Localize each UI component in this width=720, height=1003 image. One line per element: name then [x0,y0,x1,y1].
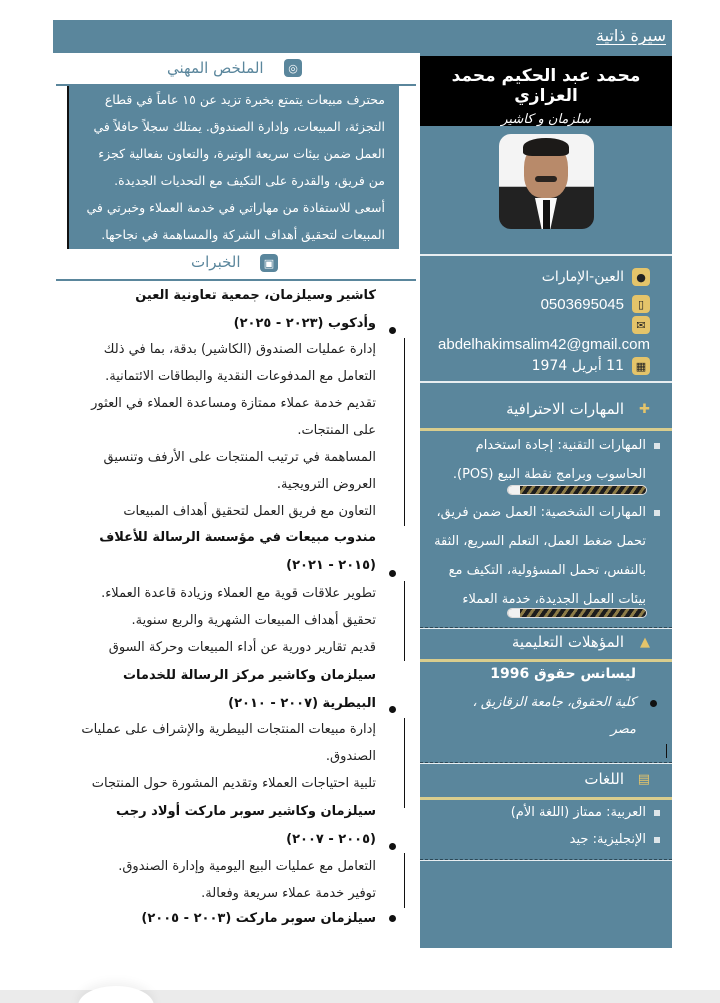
job-title: سيلزمان وكاشير مركز الرسالة للخدمات البيطرية (٢٠٠٧ - ٢٠١٠) [122,668,376,711]
sidebar: محمد عبد الحكيم محمد العزازي سلزمان و كاشير ● العين-الإمارات ▯ 0503695045 ✉ abdelhakimsalim42@gmail.com ▦ 11 أبريل 1974 المهارات الاحترافية ✚ المهارات التقنية: إجادة استخدام الحاسوب وبرامج نقطة البيع (POS). المهارات الشخصية: العمل ضمن فريق، تحمل ضغط العمل، التعلم السريع، الثقة بالنفس، تحمل المسؤولية، التكيف مع بيئات العمل الجديدة، خدمة العملاء المؤهلات التعليمية ▲ ليسانس حقوق 1996 كلية الحقوق، جامعة الزقازيق ، مصر اللغات ▤ العربية: ممتاز (اللغة الأم) الإنجليزية: جيد [420,53,672,948]
skill-technical: المهارات التقنية: إجادة استخدام الحاسوب وبرامج نقطة البيع (POS). [430,431,660,489]
language-book-icon: ▤ [637,772,650,787]
language-item: العربية: ممتاز (اللغة الأم) [511,805,660,820]
timeline-bar [404,581,405,661]
languages-divider [420,797,672,800]
section-divider [420,762,672,764]
contact-location: ● العين-الإمارات [542,268,650,286]
contact-email-icon-row [632,316,650,334]
job-bullet [389,706,396,713]
summary-text: محترف مبيعات يتمتع بخبرة تزيد عن ١٥ عاماً في قطاع التجزئة، المبيعات، وإدارة الصندوق. يمتلك سجلاً حافلاً في العمل ضمن بيئات سريعة الوتيرة، والتعاون بفعالية كجزء من فريق، والقدرة على التكيف مع التحديات الجديدة. أسعى للاستفادة من مهاراتي في خدمة العملاء وخبرتي في المبيعات لتحقيق أهداف الشركة والمساهمة في نجاحها. [67,86,399,249]
envelope-icon: ✉ [632,316,650,334]
main-content: ◎ الملخص المهني محترف مبيعات يتمتع بخبرة تزيد عن ١٥ عاماً في قطاع التجزئة، المبيعات، وإدارة الصندوق. يمتلك سجلاً حافلاً في العمل ضمن بيئات سريعة الوتيرة، والتعاون بفعالية كجزء من فريق، والقدرة على التكيف مع التحديات الجديدة. أسعى للاستفادة من مهاراتي في خدمة العملاء وخبرتي في المبيعات لتحقيق أهداف الشركة والمساهمة في نجاحها. ▣ الخبرات كاشير وسيلزمان، جمعية تعاونية العين وأدكوب (٢٠٢٣ - ٢٠٢٥) إدارة عمليات الصندوق (الكاشير) بدقة، بما في ذلك التعامل مع المدفوعات النقدية والبطاقات الائتمانية. تقديم خدمة عملاء ممتازة ومساعدة العملاء في العثور على المنتجات. المساهمة في ترتيب المنتجات على الأرفف وتنسيق العروض الترويجية. التعاون مع فريق العمل لتحقيق أهداف المبيعات مندوب مبيعات في مؤسسة الرسالة للأعلاف (٢٠١٥ - ٢٠٢١) تطوير علاقات قوية مع العملاء وزيادة قاعدة العملاء. تحقيق أهداف المبيعات الشهرية والربع سنوية. قديم تقارير دورية عن أداء المبيعات وحركة السوق سيلزمان وكاشير مركز الرسالة للخدمات البيطرية (٢٠٠٧ - ٢٠١٠) إدارة مبيعات المنتجات البيطرية والإشراف على عمليات الصندوق. تلبية احتياجات العملاء وتقديم المشورة حول المنتجات سيلزمان وكاشير سوبر ماركت أولاد رجب (٢٠٠٥ - ٢٠٠٧) التعامل مع عمليات البيع اليومية وإدارة الصندوق. توفير خدمة عملاء سريعة وفعالة. سيلزمان سوبر ماركت (٢٠٠٣ - ٢٠٠٥) [53,53,416,948]
job-title: سيلزمان سوبر ماركت (٢٠٠٣ - ٢٠٠٥) [141,911,376,926]
name-box [420,56,672,126]
profile-photo [499,134,594,229]
calendar-icon: ▦ [632,357,650,375]
section-divider [420,859,672,861]
experience-divider [56,279,416,281]
contact-phone: ▯ 0503695045 [541,295,650,313]
language-item: الإنجليزية: جيد [570,832,660,847]
resume-page [53,20,672,948]
job-duties: التعامل مع عمليات البيع اليومية وإدارة الصندوق. توفير خدمة عملاء سريعة وفعالة. [118,859,376,901]
contact-email[interactable]: abdelhakimsalim42@gmail.com [438,336,650,353]
briefcase-icon: ▣ [260,254,278,272]
job-title: كاشير وسيلزمان، جمعية تعاونية العين وأدكوب (٢٠٢٣ - ٢٠٢٥) [135,288,376,331]
page-title: سيرة ذاتية [596,26,666,45]
timeline-bar [404,718,405,808]
full-name: محمد عبد الحكيم محمد العزازي [451,66,641,106]
institution: كلية الحقوق، جامعة الزقازيق ، مصر [472,695,636,737]
bullet [650,700,657,707]
text-cursor [666,744,667,758]
timeline-bar [404,853,405,908]
job-title: مندوب مبيعات في مؤسسة الرسالة للأعلاف (٢٠١٥ - ٢٠٢١) [99,530,376,573]
section-divider [420,627,672,629]
timeline-bar [404,338,405,526]
job-bullet [389,570,396,577]
location-pin-icon: ● [632,268,650,286]
target-icon: ◎ [284,59,302,77]
job-role: سلزمان و كاشير [501,112,591,127]
skill-technical-bar [507,485,647,495]
job-bullet [389,327,396,334]
user-plus-icon: ✚ [639,402,650,417]
job-bullet [389,843,396,850]
mobile-phone-icon: ▯ [632,295,650,313]
contact-birthdate: ▦ 11 أبريل 1974 [532,357,650,375]
job-duties: تطوير علاقات قوية مع العملاء وزيادة قاعدة العملاء. تحقيق أهداف المبيعات الشهرية والربع سنوية. قديم تقارير دورية عن أداء المبيعات وحركة السوق [101,586,376,655]
job-bullet [389,915,396,922]
floating-action-button[interactable] [78,986,154,1003]
education-divider [420,659,672,662]
degree: ليسانس حقوق 1996 [490,666,636,682]
contact-section [420,258,672,383]
skill-personal: المهارات الشخصية: العمل ضمن فريق، تحمل ضغط العمل، التعلم السريع، الثقة بالنفس، تحمل المسؤولية، التكيف مع بيئات العمل الجديدة، خدمة العملاء [430,498,660,614]
job-duties: إدارة مبيعات المنتجات البيطرية والإشراف على عمليات الصندوق. تلبية احتياجات العملاء وتقديم المشورة حول المنتجات [81,722,376,791]
header-bar [53,20,672,53]
photo-section [420,126,672,256]
graduation-cap-icon: ▲ [640,635,650,650]
skill-personal-bar [507,608,647,618]
job-duties: إدارة عمليات الصندوق (الكاشير) بدقة، بما في ذلك التعامل مع المدفوعات النقدية والبطاقات الائتمانية. تقديم خدمة عملاء ممتازة ومساعدة العملاء في العثور على المنتجات. المساهمة في ترتيب المنتجات على الأرفف وتنسيق العروض الترويجية. التعاون مع فريق العمل لتحقيق أهداف المبيعات [91,342,376,519]
job-title: سيلزمان وكاشير سوبر ماركت أولاد رجب (٢٠٠٥ - ٢٠٠٧) [116,804,376,847]
